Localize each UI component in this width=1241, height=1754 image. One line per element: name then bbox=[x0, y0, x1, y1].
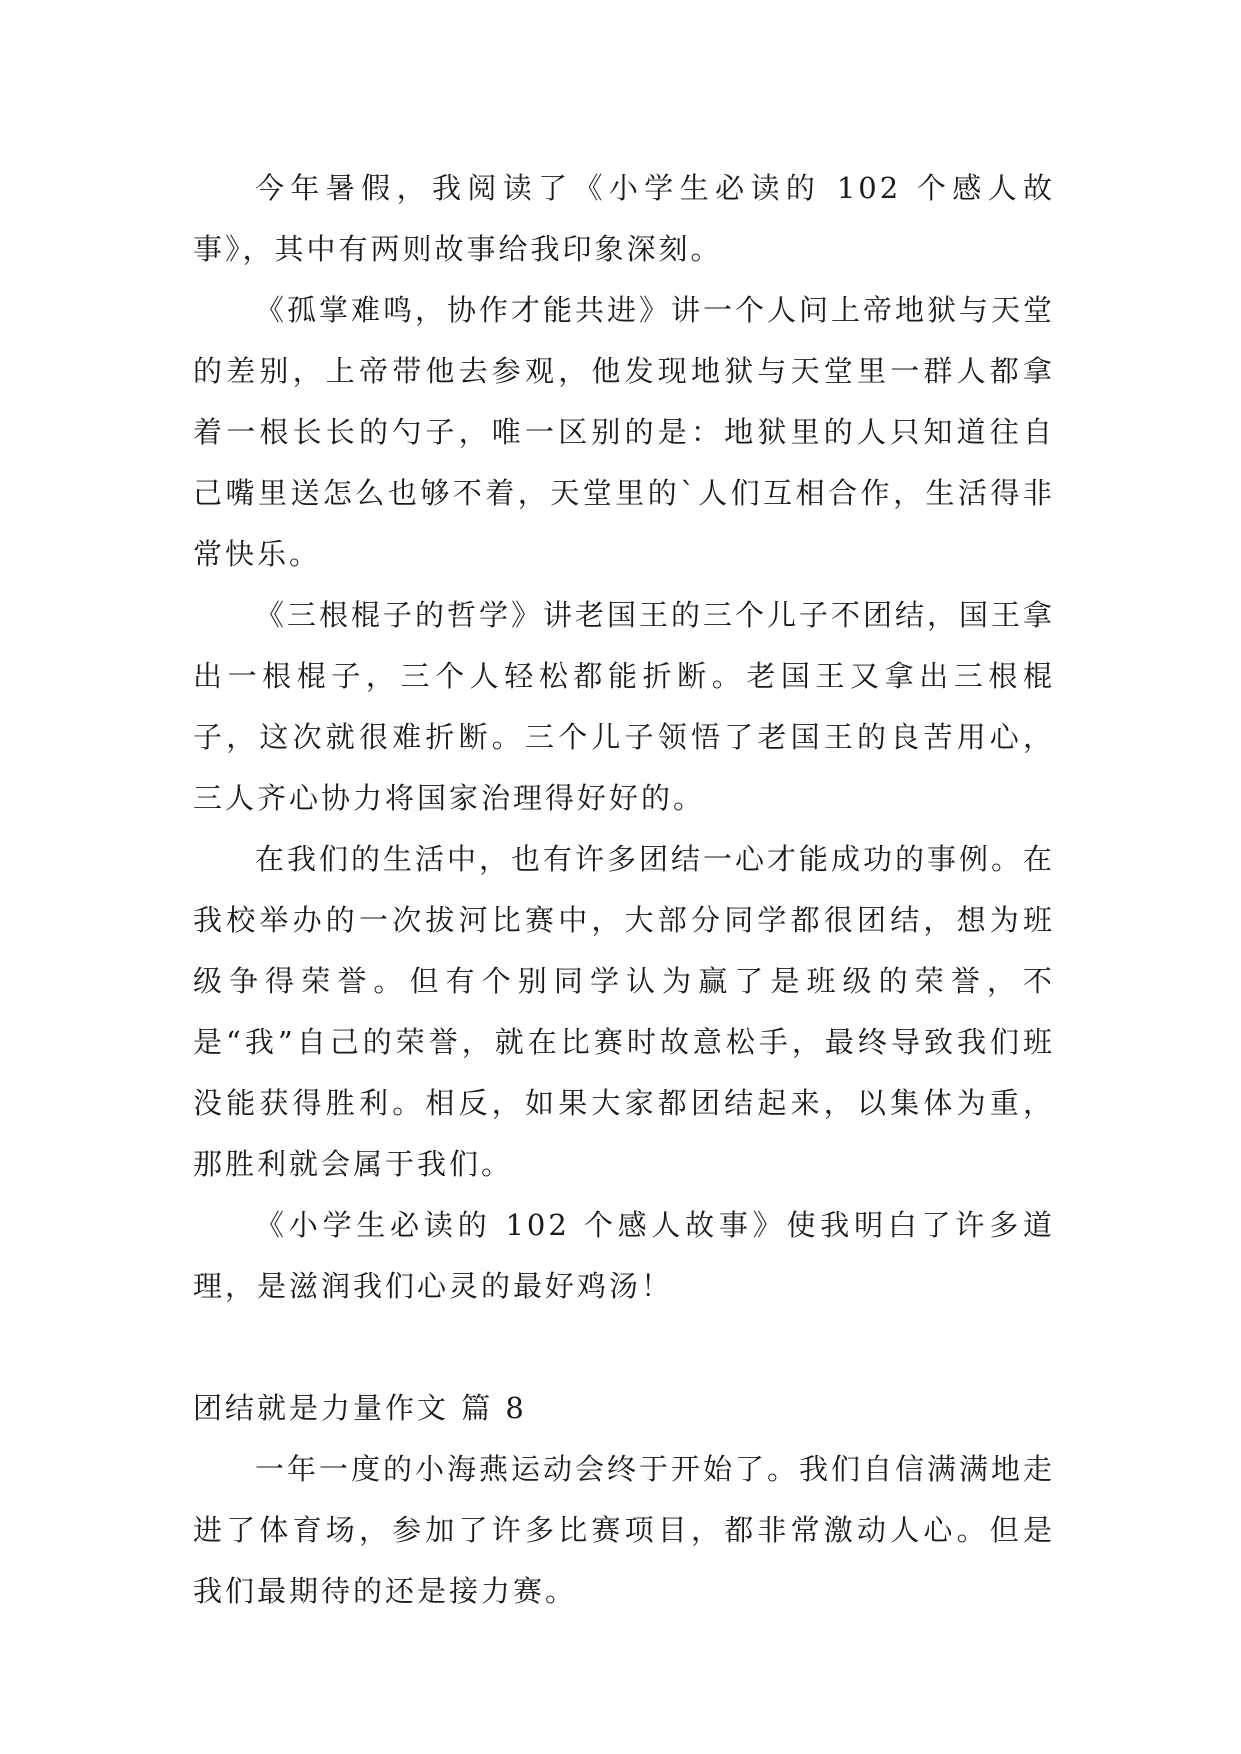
paragraph: 《三根棍子的哲学》讲老国王的三个儿子不团结，国王拿出一根棍子，三个人轻松都能折断。老国王又拿出三根棍子，这次就很难折断。三个儿子领悟了老国王的良苦用心，三人齐心协力将国家治理得好好的。 bbox=[193, 598, 1056, 815]
section-heading: 团结就是力量作文 篇 8 bbox=[193, 1391, 527, 1425]
paragraph: 一年一度的小海燕运动会终于开始了。我们自信满满地走进了体育场，参加了许多比赛项目，都非常激动人心。但是我们最期待的还是接力赛。 bbox=[193, 1452, 1056, 1608]
document-body bbox=[193, 158, 1055, 1622]
paragraph: 今年暑假，我阅读了《小学生必读的 102 个感人故事》，其中有两则故事给我印象深刻。 bbox=[193, 171, 1055, 266]
paragraph: 在我们的生活中，也有许多团结一心才能成功的事例。在我校举办的一次拔河比赛中，大部分同学都很团结，想为班级争得荣誉。但有个别同学认为赢了是班级的荣誉，不是“我”自己的荣誉，就在比赛时故意松手，最终导致我们班没能获得胜利。相反，如果大家都团结起来，以集体为重，那胜利就会属于我们。 bbox=[193, 842, 1056, 1181]
paragraph: 《小学生必读的 102 个感人故事》使我明白了许多道理，是滋润我们心灵的最好鸡汤！ bbox=[193, 1208, 1055, 1303]
paragraph: 《孤掌难鸣，协作才能共进》讲一个人问上帝地狱与天堂的差别，上帝带他去参观，他发现地狱与天堂里一群人都拿着一根长长的勺子，唯一区别的是：地狱里的人只知道往自己嘴里送怎么也够不着，天堂里的`人们互相合作，生活得非常快乐。 bbox=[193, 293, 1056, 571]
